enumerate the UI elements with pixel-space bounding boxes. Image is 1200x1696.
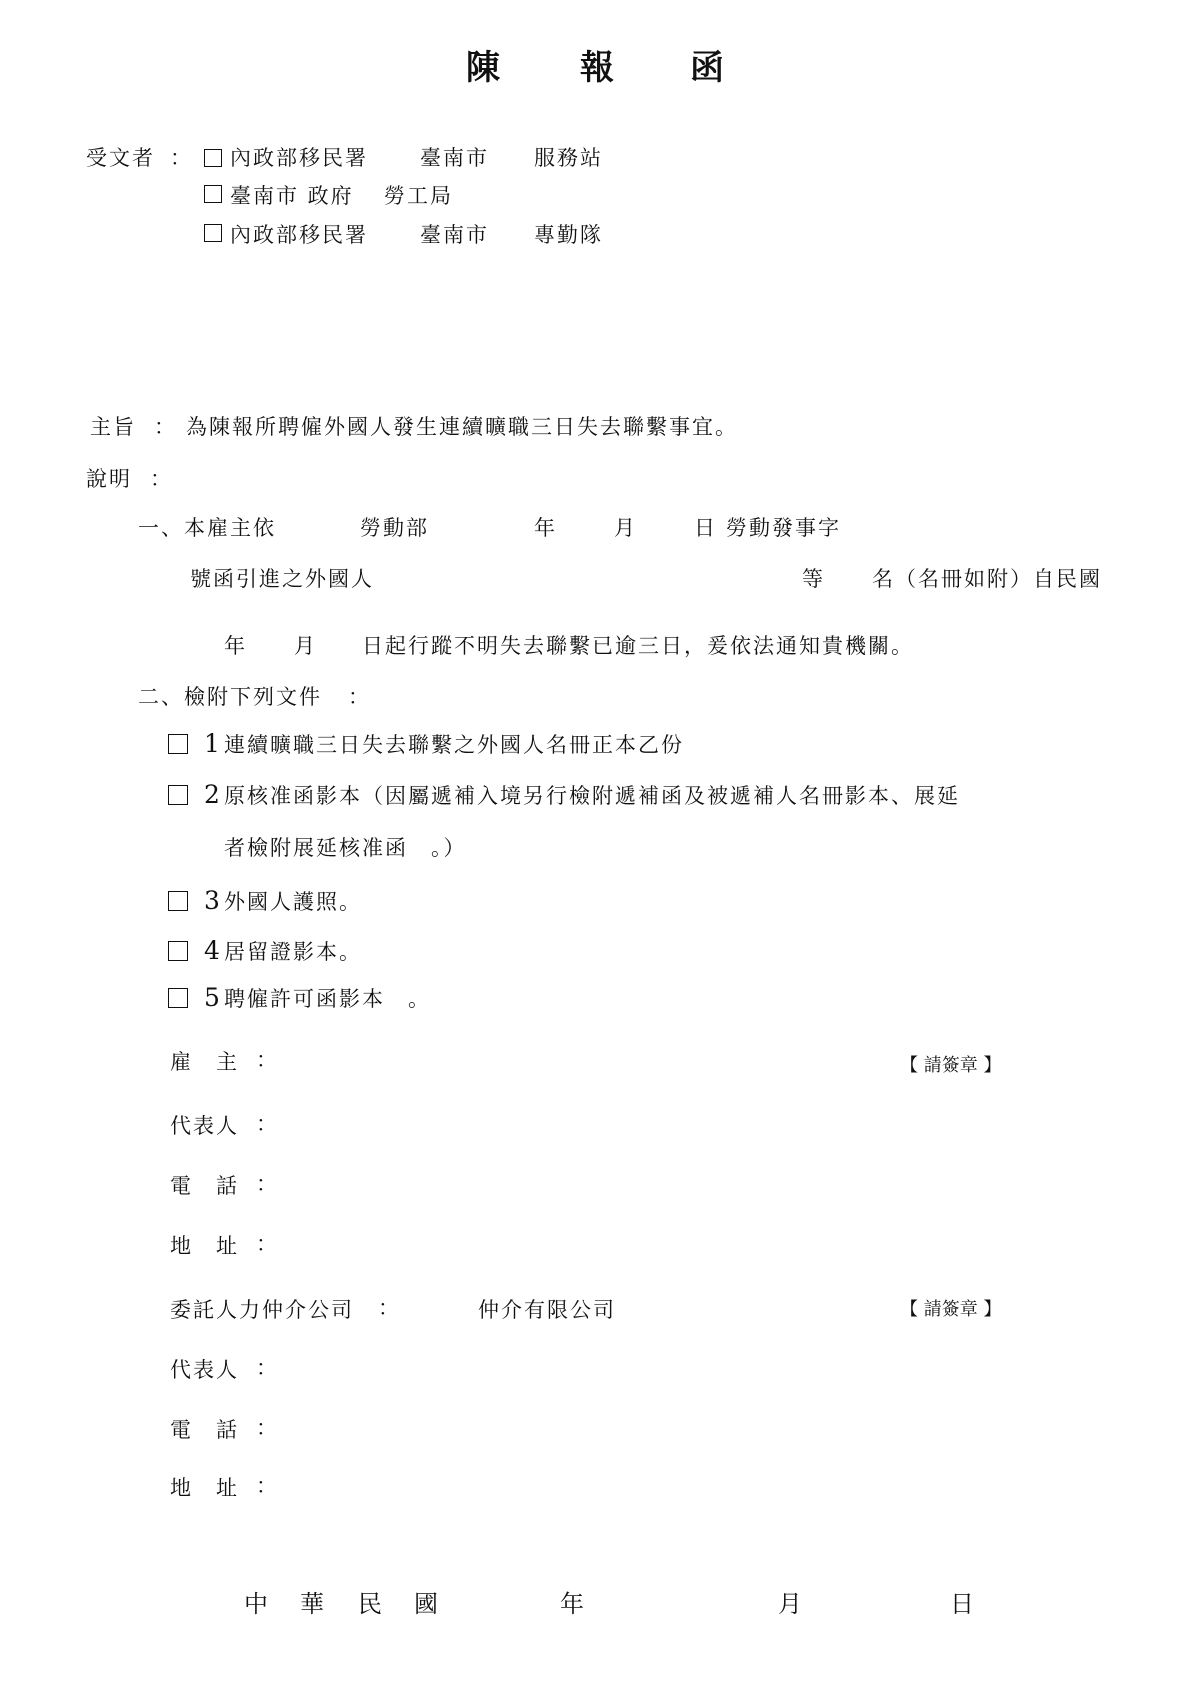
- item2-colon: ：: [348, 685, 369, 709]
- doc-checkbox-1[interactable]: [168, 734, 188, 754]
- employer-representative-colon: ：: [256, 1112, 277, 1136]
- doc-5-text: 聘僱許可函影本 。: [224, 987, 431, 1011]
- item1-line2-end: 名（名冊如附）自民國: [872, 567, 1102, 591]
- item1-line3-month: 月: [294, 634, 315, 658]
- date-era-char-1: 中: [244, 1590, 268, 1618]
- agency-address-label: 地 址: [170, 1476, 239, 1500]
- title-char-2: 報: [580, 48, 614, 88]
- doc-checkbox-5[interactable]: [168, 988, 188, 1008]
- date-era-char-3: 民: [358, 1590, 382, 1618]
- item1-day: 日: [694, 516, 715, 540]
- recipient-2-office: 勞工局: [384, 184, 453, 208]
- employer-address-label: 地 址: [170, 1234, 239, 1258]
- agency-representative-label: 代表人: [170, 1358, 239, 1382]
- agency-phone-colon: ：: [256, 1416, 277, 1440]
- doc-checkbox-2[interactable]: [168, 785, 188, 805]
- recipients-colon: ：: [170, 146, 191, 170]
- employer-stamp-label: 【 請簽章 】: [900, 1055, 1002, 1076]
- title-char-1: 陳: [466, 48, 500, 88]
- date-era-char-4: 國: [414, 1590, 438, 1618]
- employer-phone-colon: ：: [256, 1172, 277, 1196]
- recipient-checkbox-1[interactable]: [204, 149, 222, 167]
- date-month: 月: [778, 1590, 802, 1618]
- doc-2-continuation: 者檢附展延核准函 。）: [224, 836, 467, 860]
- item2-heading: 二、檢附下列文件: [138, 685, 322, 709]
- employer-colon: ：: [256, 1048, 277, 1072]
- item1-line3-year: 年: [224, 634, 245, 658]
- recipient-checkbox-2[interactable]: [204, 185, 222, 203]
- date-day: 日: [950, 1590, 974, 1618]
- subject-label: 主旨: [90, 415, 136, 439]
- doc-3-number: 3: [204, 886, 220, 915]
- agency-representative-colon: ：: [256, 1356, 277, 1380]
- employer-label: 雇 主: [170, 1050, 239, 1074]
- doc-1-text: 連續曠職三日失去聯繫之外國人名冊正本乙份: [224, 733, 684, 757]
- employer-address-colon: ：: [256, 1232, 277, 1256]
- item1-line3-text: 日起行蹤不明失去聯繫已逾三日，爰依法通知貴機關。: [362, 634, 914, 658]
- doc-2-number: 2: [204, 780, 220, 809]
- recipient-3-city: 臺南市: [420, 223, 489, 247]
- explanation-colon: ：: [150, 467, 171, 491]
- title-char-3: 函: [690, 48, 724, 88]
- doc-checkbox-3[interactable]: [168, 891, 188, 911]
- date-year: 年: [560, 1590, 584, 1618]
- employer-representative-label: 代表人: [170, 1114, 239, 1138]
- item1-doc-prefix: 勞動發事字: [726, 516, 841, 540]
- item1-agency: 勞動部: [360, 516, 429, 540]
- subject-colon: ：: [154, 415, 175, 439]
- doc-checkbox-4[interactable]: [168, 941, 188, 961]
- item1-line2-count: 等: [802, 567, 823, 591]
- recipient-2-agency: 臺南市 政府: [230, 184, 354, 208]
- doc-5-number: 5: [204, 983, 220, 1012]
- recipients-label: 受文者: [86, 146, 155, 170]
- recipient-1-agency: 內政部移民署: [230, 146, 368, 170]
- agency-address-colon: ：: [256, 1474, 277, 1498]
- agency-phone-label: 電 話: [170, 1418, 239, 1442]
- recipient-1-office: 服務站: [534, 146, 603, 170]
- agency-name: 仲介有限公司: [478, 1298, 616, 1322]
- subject-text: 為陳報所聘僱外國人發生連續曠職三日失去聯繫事宜。: [186, 415, 738, 439]
- doc-3-text: 外國人護照。: [224, 890, 362, 914]
- item1-prefix: 一、本雇主依: [138, 516, 276, 540]
- recipient-3-office: 專勤隊: [534, 223, 603, 247]
- explanation-label: 說明: [86, 467, 132, 491]
- agency-stamp-label: 【 請簽章 】: [900, 1299, 1002, 1320]
- employer-phone-label: 電 話: [170, 1174, 239, 1198]
- doc-4-text: 居留證影本。: [224, 940, 362, 964]
- date-era-char-2: 華: [300, 1590, 324, 1618]
- doc-4-number: 4: [204, 936, 220, 965]
- item1-year: 年: [534, 516, 555, 540]
- recipient-checkbox-3[interactable]: [204, 224, 222, 242]
- doc-1-number: 1: [204, 729, 220, 758]
- recipient-3-agency: 內政部移民署: [230, 223, 368, 247]
- item1-month: 月: [614, 516, 635, 540]
- agency-colon: ：: [378, 1296, 399, 1320]
- recipient-1-city: 臺南市: [420, 146, 489, 170]
- item1-line2-start: 號函引進之外國人: [190, 567, 374, 591]
- agency-label: 委託人力仲介公司: [170, 1298, 354, 1322]
- doc-2-text: 原核准函影本（因屬遞補入境另行檢附遞補函及被遞補人名冊影本、展延: [224, 784, 960, 808]
